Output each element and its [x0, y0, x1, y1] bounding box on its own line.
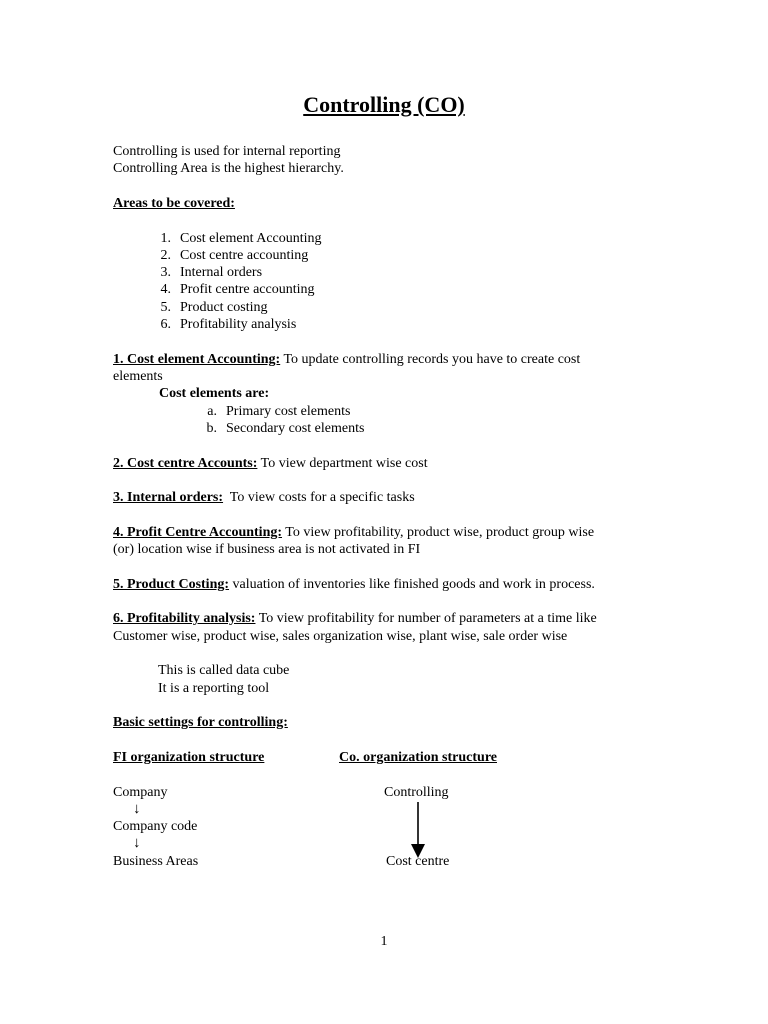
list-text: Primary cost elements — [226, 404, 351, 419]
co-cost-centre: Cost centre — [386, 854, 450, 869]
list-text: Profitability analysis — [180, 317, 297, 332]
cost-elements-subheading: Cost elements are: — [159, 386, 270, 401]
section-1-heading: 1. Cost element Accounting: — [113, 352, 281, 367]
list-item — [147, 247, 308, 264]
list-text: Secondary cost elements — [226, 421, 365, 436]
list-text: Product costing — [180, 300, 268, 315]
co-controlling: Controlling — [384, 785, 449, 800]
list-letter: b. — [206, 421, 217, 436]
section-3 — [113, 489, 415, 506]
page-title: Controlling (CO) — [303, 92, 465, 117]
data-cube-note: This is called data cube — [158, 663, 290, 678]
intro-line-1: Controlling is used for internal reporting — [113, 144, 341, 159]
list-number: 3. — [160, 265, 171, 280]
list-number: 6. — [160, 317, 171, 332]
section-1-line-2: elements — [113, 369, 163, 384]
fi-company: Company — [113, 785, 168, 800]
section-1-text: To update controlling records you have to create cost — [280, 352, 581, 367]
list-item — [193, 403, 350, 420]
intro-line-2: Controlling Area is the highest hierarchy. — [113, 161, 344, 176]
list-number: 5. — [160, 300, 171, 315]
section-6-heading: 6. Profitability analysis: — [113, 611, 256, 626]
list-item — [147, 316, 296, 333]
fi-business-areas: Business Areas — [113, 854, 199, 869]
down-arrow-icon: ↓ — [133, 801, 141, 817]
list-item — [147, 264, 262, 281]
list-letter: a. — [207, 404, 217, 419]
list-item — [147, 299, 268, 316]
section-6-line-2: Customer wise, product wise, sales organization wise, plant wise, sale order wise — [113, 629, 568, 644]
section-3-text: To view costs for a specific tasks — [223, 490, 415, 505]
section-4-text: To view profitability, product wise, product group wise — [282, 525, 595, 540]
section-6-text: To view profitability for number of parameters at a time like — [255, 611, 597, 626]
section-4-line-1 — [113, 524, 594, 541]
section-5-text: valuation of inventories like finished goods and work in process. — [229, 577, 595, 592]
list-text: Cost centre accounting — [180, 248, 309, 263]
section-2-text: To view department wise cost — [257, 456, 428, 471]
section-6-line-1 — [113, 610, 597, 627]
list-item — [147, 230, 322, 247]
section-1-line-1 — [113, 351, 580, 368]
fi-company-code: Company code — [113, 819, 198, 834]
down-arrow-icon: ↓ — [133, 835, 141, 851]
section-2-heading: 2. Cost centre Accounts: — [113, 456, 258, 471]
section-3-heading: 3. Internal orders: — [113, 490, 224, 505]
list-item — [193, 420, 364, 437]
list-text: Internal orders — [180, 265, 263, 280]
down-arrow-icon — [408, 800, 428, 860]
reporting-tool-note: It is a reporting tool — [158, 681, 270, 696]
list-item — [147, 281, 315, 298]
section-4-line-2: (or) location wise if business area is not activated in FI — [113, 542, 421, 557]
page-number: 1 — [380, 934, 388, 949]
section-2 — [113, 455, 428, 472]
basic-settings-heading: Basic settings for controlling: — [113, 715, 288, 730]
list-text: Profit centre accounting — [180, 282, 315, 297]
list-text: Cost element Accounting — [180, 231, 322, 246]
list-number: 2. — [160, 248, 171, 263]
areas-heading: Areas to be covered: — [113, 196, 235, 211]
section-4-heading: 4. Profit Centre Accounting: — [113, 525, 283, 540]
co-structure-heading: Co. organization structure — [339, 750, 497, 765]
section-5 — [113, 576, 595, 593]
list-number: 1. — [160, 231, 171, 246]
section-5-heading: 5. Product Costing: — [113, 577, 230, 592]
list-number: 4. — [160, 282, 171, 297]
fi-structure-heading: FI organization structure — [113, 750, 265, 765]
